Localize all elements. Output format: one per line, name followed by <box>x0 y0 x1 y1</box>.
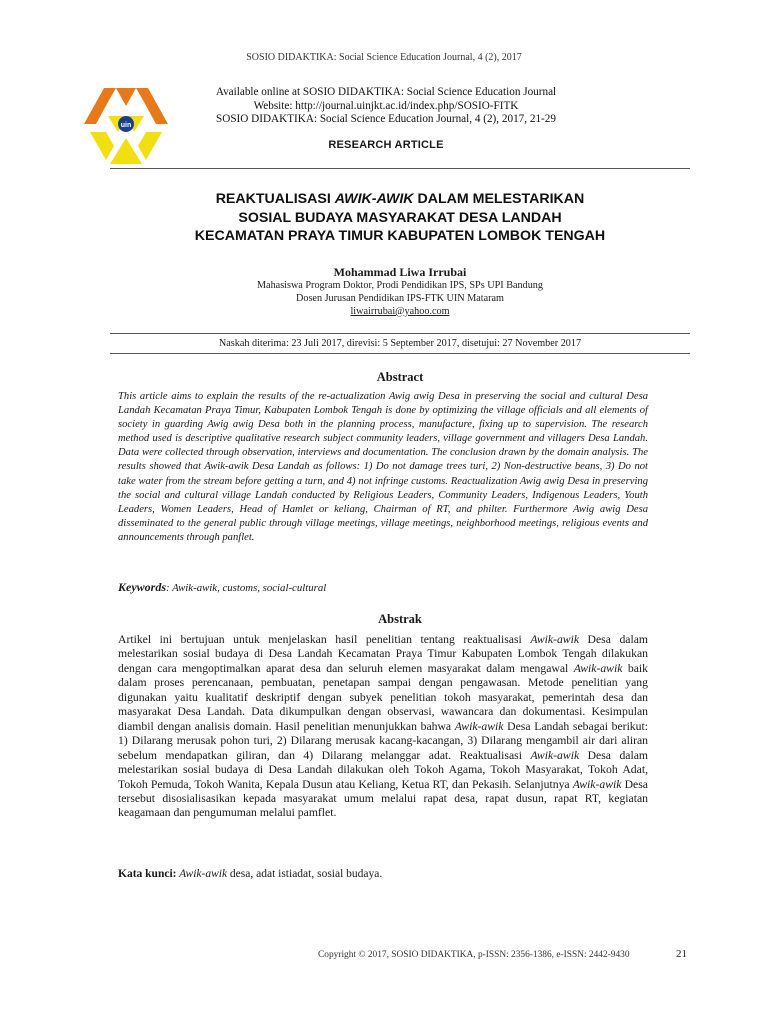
citation-line: SOSIO DIDAKTIKA: Social Science Education Journal, 4 (2), 2017, 21-29 <box>216 113 556 126</box>
page-number: 21 <box>676 948 687 960</box>
abstract-indonesian: Artikel ini bertujuan untuk menjelaskan hasil penelitian tentang reaktualisasi Awik-awik Desa dalam melestarikan sosial budaya di Desa Landah Kecamatan Praya Timur Kabupaten Lombok Tengah dilakukan dengan cara mengoptimalkan aparat desa dan seluruh elemen masyarakat dalam mengawal Awik-awik baik dalam proses perencanaan, pembuatan, penetapan sampai dengan pengawasan. Metode penelitian yang digunakan yaitu kualitatif deskriptif dengan subyek penelitian tokoh masyarakat, pemerintah desa dan masyarakat Desa Landah. Data dikumpulkan dengan observasi, wawancara dan dokumentasi. Kesimpulan diambil dengan analisis domain. Hasil penelitian menunjukkan bahwa Awik-awik Desa Landah sebagai berikut: 1) Dilarang merusak pohon turi, 2) Dilarang merusak kacang-kacangan, 3) Dilarang mengambil air dari aliran sebelum mendapatkan giliran, dan 4) Dilarang melanggar adat. Reaktualisasi Awik-awik Desa dalam melestarikan sosial budaya di Desa Landah dilakukan oleh Tokoh Agama, Tokoh Masyarakat, Tokoh Adat, Tokoh Pemuda, Tokoh Wanita, Kepala Dusun atau Keliang, Ketua RT, dan Pekasih. Selanjutnya Awik-awik Desa tersebut disosialisasikan kepada masyarakat umum melalui rapat desa, rapat dusun, rapat RT, kegiatan keagamaan dan pengumuman melalui pamflet. <box>118 633 649 820</box>
title-emphasis: AWIK-AWIK <box>334 191 414 207</box>
abstrak-heading: Abstrak <box>378 612 422 626</box>
keywords-label: Keywords <box>118 580 166 594</box>
article-type: RESEARCH ARTICLE <box>328 139 444 151</box>
website-line: Website: http://journal.uinjkt.ac.id/index.php/SOSIO-FITK <box>253 99 519 112</box>
kata-kunci-label: Kata kunci: <box>118 868 177 880</box>
author-name: Mohammad Liwa Irrubai <box>333 265 467 279</box>
running-header: SOSIO DIDAKTIKA: Social Science Education Journal, 4 (2), 2017 <box>246 52 522 63</box>
author-affiliation: Mahasiswa Program Doktor, Prodi Pendidikan IPS, SPs UPI Bandung Dosen Jurusan Pendidikan IPS-FTK UIN Mataram liwairrubai@yahoo.com <box>110 280 690 318</box>
journal-logo-icon <box>80 82 172 168</box>
divider <box>110 333 690 334</box>
divider <box>110 168 690 169</box>
author-email-link[interactable]: liwairrubai@yahoo.com <box>350 305 450 317</box>
availability-block <box>186 86 586 127</box>
logo-text: uin <box>120 122 132 129</box>
abstract-heading: Abstract <box>376 370 424 384</box>
article-title: REAKTUALISASI AWIK-AWIK DALAM MELESTARIKAN SOSIAL BUDAYA MASYARAKAT DESA LANDAH KECAMATAN PRAYA TIMUR KABUPATEN LOMBOK TENGAH <box>194 191 606 244</box>
divider <box>110 353 690 354</box>
submission-dates: Naskah diterima: 23 Juli 2017, direvisi: 5 September 2017, disetujui: 27 November 2017 <box>218 338 582 349</box>
keywords-indonesian: Kata kunci: Awik-awik desa, adat istiadat, sosial budaya. <box>118 868 383 880</box>
copyright-footer: Copyright © 2017, SOSIO DIDAKTIKA, p-ISSN: 2356-1386, e-ISSN: 2442-9430 <box>318 950 630 960</box>
abstract-english: This article aims to explain the results of the re-actualization Awig awig Desa in preserving the social and cultural Desa Landah Kecamatan Praya Timur, Kabupaten Lombok Tengah is done by optimizing the village officials and all elements of society in guarding Awig awig Desa both in the planning process, manufacture, fixing up to supervision. The research method used is descriptive qualitative research subject community leaders, village government and villagers Desa Landah. Data were collected through observation, interviews and documentation. The conclusion drawn by the domain analysis. The results showed that Awik-awik Desa Landah as follows: 1) Do not damage trees turi, 2) Non-destructive beans, 3) Do not take water from the stream before getting a turn, and 4) not infringe customs. Reactualization Awig awig Desa in preserving the social and cultural village Landah conducted by Religious Leaders, Community Leaders, Indigenous Leaders, Youth Leaders, Women Leaders, Head of Hamlet or keliang, Chairman of RT, and philter. Furthermore Awig awig Desa disseminated to the general public through village meetings, village meetings, neighborhood meetings, religious events and announcements through panflet. <box>118 391 648 543</box>
availability-line: Available online at SOSIO DIDAKTIKA: Social Science Education Journal <box>215 86 557 98</box>
keywords-english: Keywords: Awik-awik, customs, social-cultural <box>118 580 327 594</box>
